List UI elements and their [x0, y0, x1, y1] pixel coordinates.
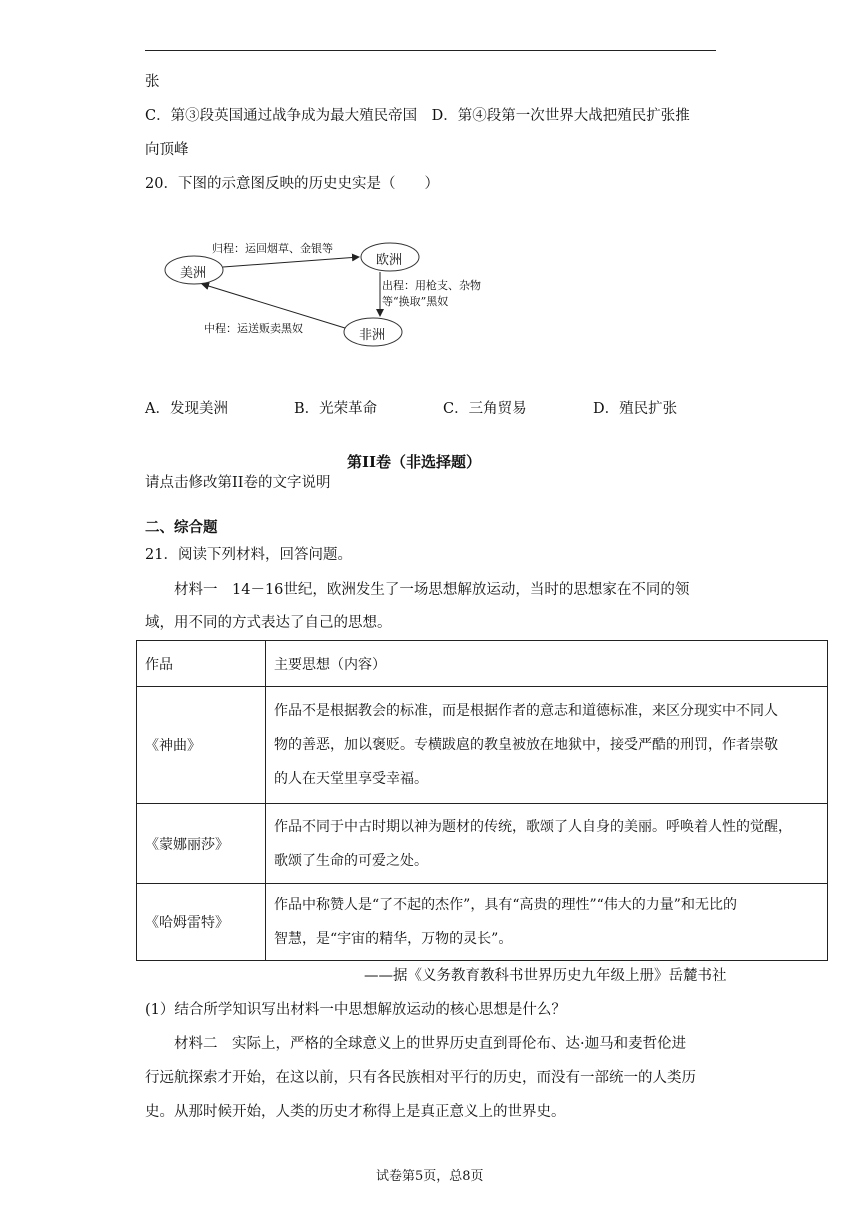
cell-line: 作品不同于中古时期以神为题材的传统，歌颂了人自身的美丽。呼唤着人性的觉醒， [274, 818, 792, 835]
table-header-cell: 作品 [137, 641, 266, 687]
question-21-stem: 21．阅读下列材料，回答问题。 [145, 547, 352, 563]
table-cell-content [266, 884, 828, 961]
cell-line: 的人在天堂里享受幸福。 [274, 771, 428, 787]
table-header-cell: 主要思想（内容） [266, 641, 828, 687]
option-c: C．三角贸易 [443, 401, 527, 417]
table-row [137, 804, 828, 884]
africa-node-label: 非洲 [359, 328, 386, 343]
material-1-line-2: 域，用不同的方式表达了自己的思想。 [145, 615, 392, 631]
header-rule [145, 50, 716, 51]
table-cell-work: 《哈姆雷特》 [137, 884, 266, 961]
section-note: 请点击修改第II卷的文字说明 [145, 475, 331, 491]
middle-route-label: 中程：运送贩卖黑奴 [204, 322, 303, 335]
page-footer: 试卷第5页，总8页 [376, 1169, 484, 1184]
section-heading: 二、综合题 [145, 519, 218, 536]
return-route-label: 归程：运回烟草、金银等 [212, 242, 333, 255]
table-cell-content [266, 804, 828, 884]
sub-question-1: (1）结合所学知识写出材料一中思想解放运动的核心思想是什么？ [145, 1002, 566, 1018]
material-2-line-1: 材料二 实际上，严格的全球意义上的世界历史直到哥伦布、达·迦马和麦哲伦进 [174, 1036, 687, 1052]
cell-line: 作品不是根据教会的标准，而是根据作者的意志和道德标准，来区分现实中不同人 [274, 703, 778, 719]
europe-node-label: 欧洲 [376, 253, 403, 268]
america-node-label: 美洲 [180, 266, 207, 281]
material-2-line-3: 史。从那时候开始，人类的历史才称得上是真正意义上的世界史。 [145, 1104, 566, 1120]
option-b: B．光荣革命 [294, 401, 378, 417]
cell-line: 作品中称赞人是“了不起的杰作”，具有“高贵的理性”“伟大的力量”和无比的 [274, 897, 737, 913]
text-line: 张 [145, 74, 160, 90]
option-a: A．发现美洲 [145, 401, 228, 417]
option-d: D．殖民扩张 [593, 401, 678, 417]
text-line: 向顶峰 [145, 142, 189, 158]
option-line-cd: C．第③段英国通过战争成为最大殖民帝国 D．第④段第一次世界大战把殖民扩张推 [145, 108, 690, 124]
triangle-trade-diagram [160, 232, 510, 352]
material-1-line-1: 材料一 14－16世纪，欧洲发生了一场思想解放运动，当时的思想家在不同的领 [174, 582, 690, 598]
table-row [137, 687, 828, 804]
table-source: ——据《义务教育教科书世界历史九年级上册》岳麓书社 [364, 968, 727, 984]
cell-line: 智慧，是“宇宙的精华，万物的灵长”。 [274, 931, 513, 947]
table-row [137, 884, 828, 961]
table-cell-work: 《神曲》 [137, 687, 266, 804]
question-20-stem: 20．下图的示意图反映的历史史实是（ ） [145, 176, 439, 192]
table-header-row [137, 641, 828, 687]
material-2-line-2: 行远航探索才开始，在这以前，只有各民族相对平行的历史，而没有一部统一的人类历 [145, 1070, 696, 1086]
material-table [136, 640, 828, 961]
outbound-route-label-2: 等“换取”黑奴 [382, 295, 449, 308]
section-title: 第II卷（非选择题） [347, 453, 482, 471]
outbound-route-label-1: 出程：用枪支、杂物 [382, 279, 481, 292]
table-cell-work: 《蒙娜丽莎》 [137, 804, 266, 884]
cell-line: 物的善恶，加以褒贬。专横跋扈的教皇被放在地狱中，接受严酷的刑罚，作者崇敬 [274, 737, 778, 753]
table-cell-content [266, 687, 828, 804]
return-route-arrow [223, 257, 359, 267]
cell-line: 歌颂了生命的可爱之处。 [274, 852, 428, 869]
